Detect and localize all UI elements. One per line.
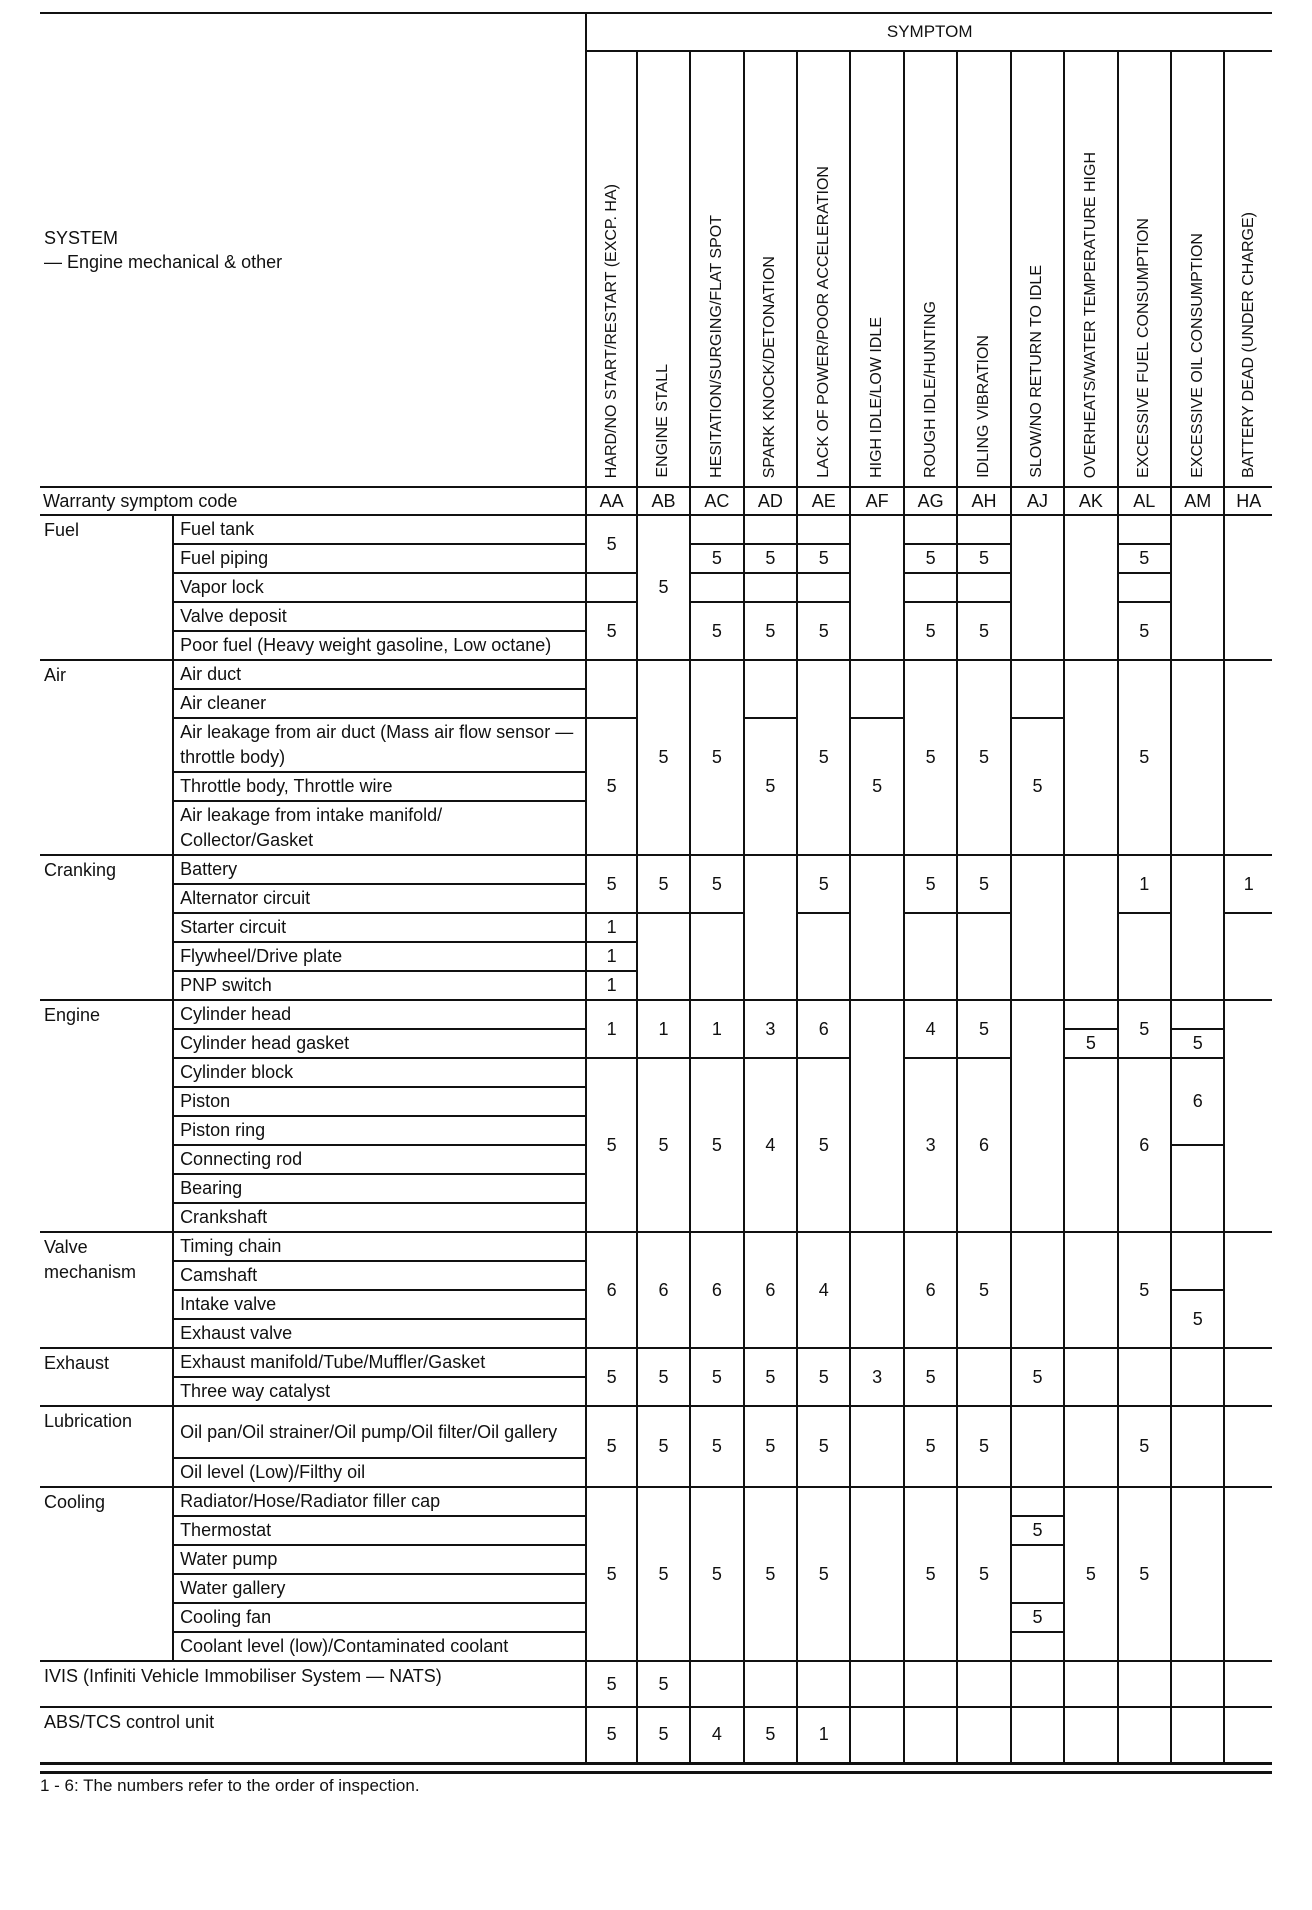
rating-cell: 3 <box>904 1058 957 1232</box>
rating-cell <box>1064 1232 1117 1348</box>
rating-cell: 5 <box>637 1661 690 1707</box>
rating-cell: 5 <box>797 1406 850 1487</box>
rating-cell <box>1224 1000 1272 1232</box>
rating-cell <box>1171 1661 1224 1707</box>
system-exhaust: Exhaust <box>40 1348 173 1406</box>
rating-cell <box>1064 1707 1117 1763</box>
symptom-name: HARD/NO START/RESTART (EXCP. HA) <box>602 183 620 478</box>
rating-cell <box>1118 913 1171 1000</box>
rating-cell <box>1118 1707 1171 1763</box>
symptom-code: AA <box>586 487 636 515</box>
component-air-leakage-manifold: Air leakage from intake manifold/ Collector/Gasket <box>173 801 586 855</box>
symptom-title: SYMPTOM <box>586 13 1272 51</box>
rating-cell <box>797 913 850 1000</box>
rating-cell: 5 <box>850 718 903 855</box>
rating-cell <box>1064 855 1117 1000</box>
rating-cell <box>850 1000 903 1232</box>
symptom-name: EXCESSIVE OIL CONSUMPTION <box>1188 233 1206 478</box>
symptom-name: OVERHEATS/WATER TEMPERATURE HIGH <box>1081 151 1099 478</box>
rating-cell: 4 <box>690 1707 743 1763</box>
symptom-header-ae <box>797 51 850 487</box>
rating-cell: 5 <box>957 855 1010 913</box>
symptom-header-af <box>850 51 903 487</box>
rating-cell: 5 <box>586 602 636 660</box>
rating-cell: 5 <box>586 1348 636 1406</box>
rating-cell: 4 <box>797 1232 850 1348</box>
system-title: SYSTEM <box>44 228 119 248</box>
rating-cell: 5 <box>957 544 1010 573</box>
rating-cell <box>1011 660 1064 718</box>
rating-cell: 1 <box>1118 855 1171 913</box>
rating-cell: 5 <box>637 1058 690 1232</box>
rating-cell <box>744 1661 797 1707</box>
component-fuel-piping: Fuel piping <box>173 544 586 573</box>
rating-cell <box>744 855 797 1000</box>
rating-cell <box>1224 1707 1272 1763</box>
rating-cell <box>957 1707 1010 1763</box>
rating-cell: 6 <box>690 1232 743 1348</box>
rating-cell: 5 <box>1118 1232 1171 1348</box>
rating-cell <box>1011 1632 1064 1661</box>
rating-cell: 5 <box>690 855 743 913</box>
component-thermostat: Thermostat <box>173 1516 586 1545</box>
rating-cell: 5 <box>797 544 850 573</box>
rating-cell: 5 <box>690 1406 743 1487</box>
rating-cell: 5 <box>637 660 690 855</box>
rating-cell: 1 <box>586 1000 636 1058</box>
component-cylinder-head-gasket: Cylinder head gasket <box>173 1029 586 1058</box>
component-cylinder-block: Cylinder block <box>173 1058 586 1087</box>
rating-cell: 5 <box>637 1348 690 1406</box>
rating-cell <box>1224 1487 1272 1661</box>
rating-cell <box>797 1661 850 1707</box>
component-battery: Battery <box>173 855 586 884</box>
rating-cell: 6 <box>586 1232 636 1348</box>
rating-cell <box>797 515 850 544</box>
rating-cell: 5 <box>904 855 957 913</box>
rating-cell: 5 <box>904 1487 957 1661</box>
rating-cell: 5 <box>637 855 690 913</box>
rating-cell: 5 <box>1011 718 1064 855</box>
rating-cell <box>1011 515 1064 660</box>
rating-cell: 6 <box>637 1232 690 1348</box>
rating-cell: 5 <box>904 660 957 855</box>
rating-cell <box>850 1232 903 1348</box>
rating-cell <box>957 573 1010 602</box>
rating-cell: 5 <box>637 515 690 660</box>
rating-cell <box>1171 855 1224 1000</box>
system-ivis: IVIS (Infiniti Vehicle Immobiliser System — NATS) <box>40 1661 586 1707</box>
system-engine: Engine <box>40 1000 173 1232</box>
rating-cell <box>1224 1348 1272 1406</box>
rating-cell: 5 <box>797 602 850 660</box>
rating-cell: 5 <box>957 602 1010 660</box>
symptom-name: EXCESSIVE FUEL CONSUMPTION <box>1135 218 1153 478</box>
rating-cell: 5 <box>586 1661 636 1707</box>
rating-cell <box>957 1348 1010 1406</box>
symptom-name: IDLING VIBRATION <box>975 335 993 478</box>
rating-cell: 5 <box>957 660 1010 855</box>
rating-cell <box>586 660 636 718</box>
component-oil-pan: Oil pan/Oil strainer/Oil pump/Oil filter/Oil gallery <box>173 1406 586 1458</box>
component-air-leakage-duct: Air leakage from air duct (Mass air flow sensor — throttle body) <box>173 718 586 772</box>
rating-cell: 3 <box>850 1348 903 1406</box>
rating-cell <box>850 660 903 718</box>
symptom-name: ENGINE STALL <box>654 364 672 478</box>
rating-cell <box>1064 515 1117 660</box>
rating-cell <box>850 1707 903 1763</box>
rating-cell: 5 <box>586 718 636 855</box>
rating-cell: 5 <box>1011 1516 1064 1545</box>
rating-cell: 5 <box>637 1707 690 1763</box>
rating-cell <box>904 913 957 1000</box>
rating-cell: 5 <box>637 1487 690 1661</box>
rating-cell <box>1118 573 1171 602</box>
rating-cell: 6 <box>1118 1058 1171 1232</box>
symptom-name: SPARK KNOCK/DETONATION <box>761 255 779 478</box>
rating-cell <box>1011 1000 1064 1232</box>
rating-cell <box>850 855 903 1000</box>
rating-cell <box>904 1707 957 1763</box>
rating-cell: 5 <box>690 544 743 573</box>
component-intake-valve: Intake valve <box>173 1290 586 1319</box>
component-air-duct: Air duct <box>173 660 586 689</box>
symptom-header-ad <box>744 51 797 487</box>
symptom-name: BATTERY DEAD (UNDER CHARGE) <box>1239 212 1257 478</box>
rating-cell: 5 <box>1118 1000 1171 1058</box>
rating-cell: 5 <box>957 1232 1010 1348</box>
rating-cell: 5 <box>904 1406 957 1487</box>
rating-cell: 5 <box>744 544 797 573</box>
rating-cell <box>1118 1661 1171 1707</box>
rating-cell: 5 <box>744 1707 797 1763</box>
rating-cell <box>1224 913 1272 1000</box>
rating-cell: 6 <box>744 1232 797 1348</box>
rating-cell: 5 <box>1118 1487 1171 1661</box>
component-air-cleaner: Air cleaner <box>173 689 586 718</box>
rating-cell <box>1224 1406 1272 1487</box>
symptom-code: AD <box>744 487 797 515</box>
rating-cell: 5 <box>744 1406 797 1487</box>
rating-cell <box>797 573 850 602</box>
rating-cell <box>1064 1000 1117 1029</box>
rating-cell <box>690 913 743 1000</box>
rating-cell <box>1011 1406 1064 1487</box>
component-poor-fuel: Poor fuel (Heavy weight gasoline, Low octane) <box>173 631 586 660</box>
code-row-label: Warranty symptom code <box>40 487 586 515</box>
symptom-header-aa <box>586 51 636 487</box>
symptom-header-ag <box>904 51 957 487</box>
rating-cell: 5 <box>797 855 850 913</box>
rating-cell <box>1011 1487 1064 1516</box>
rating-cell: 5 <box>744 718 797 855</box>
rating-cell: 1 <box>586 913 636 942</box>
rating-cell <box>850 1487 903 1661</box>
rating-cell: 6 <box>957 1058 1010 1232</box>
rating-cell <box>1224 660 1272 855</box>
rating-cell <box>1224 1661 1272 1707</box>
rating-cell: 5 <box>1011 1603 1064 1632</box>
rating-cell: 5 <box>690 602 743 660</box>
symptom-header-ab <box>637 51 690 487</box>
rating-cell <box>1064 660 1117 855</box>
component-piston: Piston <box>173 1087 586 1116</box>
rating-cell: 4 <box>744 1058 797 1232</box>
system-valve-mechanism: Valve mechanism <box>40 1232 173 1348</box>
rating-cell <box>637 913 690 1000</box>
system-fuel: Fuel <box>40 515 173 660</box>
rating-cell: 5 <box>690 1487 743 1661</box>
component-radiator: Radiator/Hose/Radiator filler cap <box>173 1487 586 1516</box>
component-valve-deposit: Valve deposit <box>173 602 586 631</box>
rating-cell <box>1118 1348 1171 1406</box>
rating-cell: 5 <box>586 855 636 913</box>
symptom-matrix-table <box>40 12 1272 1765</box>
rating-cell: 1 <box>797 1707 850 1763</box>
rating-cell: 5 <box>744 602 797 660</box>
component-alternator-circuit: Alternator circuit <box>173 884 586 913</box>
symptom-code: AM <box>1171 487 1224 515</box>
rating-cell <box>1064 1661 1117 1707</box>
rating-cell: 5 <box>586 515 636 573</box>
rating-cell <box>1064 1406 1117 1487</box>
rating-cell: 6 <box>1171 1058 1224 1145</box>
symptom-header-ak <box>1064 51 1117 487</box>
rating-cell: 6 <box>797 1000 850 1058</box>
component-exhaust-valve: Exhaust valve <box>173 1319 586 1348</box>
rating-cell <box>957 1661 1010 1707</box>
component-water-gallery: Water gallery <box>173 1574 586 1603</box>
symptom-code: AK <box>1064 487 1117 515</box>
rating-cell <box>1171 1232 1224 1290</box>
component-fuel-tank: Fuel tank <box>173 515 586 544</box>
rating-cell: 5 <box>1171 1290 1224 1348</box>
rating-cell <box>690 573 743 602</box>
rating-cell: 5 <box>1118 1406 1171 1487</box>
rating-cell: 5 <box>744 1348 797 1406</box>
rating-cell <box>850 515 903 660</box>
symptom-code: AH <box>957 487 1010 515</box>
component-water-pump: Water pump <box>173 1545 586 1574</box>
rating-cell: 5 <box>637 1406 690 1487</box>
component-pnp-switch: PNP switch <box>173 971 586 1000</box>
rating-cell: 5 <box>797 1487 850 1661</box>
rating-cell: 1 <box>1224 855 1272 913</box>
rating-cell <box>1171 1000 1224 1029</box>
component-connecting-rod: Connecting rod <box>173 1145 586 1174</box>
component-timing-chain: Timing chain <box>173 1232 586 1261</box>
rating-cell: 5 <box>586 1406 636 1487</box>
symptom-header-ah <box>957 51 1010 487</box>
rating-cell <box>744 515 797 544</box>
rating-cell <box>744 660 797 718</box>
system-subtitle: — Engine mechanical & other <box>44 252 283 272</box>
rating-cell: 5 <box>904 544 957 573</box>
symptom-code: AJ <box>1011 487 1064 515</box>
rating-cell: 5 <box>586 1487 636 1661</box>
rating-cell: 5 <box>1064 1487 1117 1661</box>
symptom-header-ha <box>1224 51 1272 487</box>
symptom-code: AE <box>797 487 850 515</box>
symptom-name: ROUGH IDLE/HUNTING <box>921 301 939 478</box>
rating-cell: 5 <box>797 1348 850 1406</box>
rating-cell: 4 <box>904 1000 957 1058</box>
rating-cell <box>1064 1058 1117 1232</box>
rating-cell <box>1011 1707 1064 1763</box>
rating-cell: 1 <box>586 942 636 971</box>
system-lubrication: Lubrication <box>40 1406 173 1487</box>
rating-cell <box>690 515 743 544</box>
rating-cell: 5 <box>904 602 957 660</box>
rating-cell: 5 <box>1171 1029 1224 1058</box>
rating-cell: 5 <box>586 1058 636 1232</box>
rating-cell: 5 <box>744 1487 797 1661</box>
rating-cell: 1 <box>586 971 636 1000</box>
rating-cell: 3 <box>744 1000 797 1058</box>
rating-cell <box>1011 1661 1064 1707</box>
rating-cell <box>1171 1487 1224 1661</box>
component-flywheel: Flywheel/Drive plate <box>173 942 586 971</box>
symptom-name: HESITATION/SURGING/FLAT SPOT <box>707 215 725 478</box>
rating-cell: 5 <box>690 1348 743 1406</box>
symptom-header-am <box>1171 51 1224 487</box>
component-cooling-fan: Cooling fan <box>173 1603 586 1632</box>
rating-cell <box>850 1406 903 1487</box>
rating-cell: 5 <box>1118 544 1171 573</box>
component-three-way-catalyst: Three way catalyst <box>173 1377 586 1406</box>
diagnostic-matrix <box>40 12 1272 1796</box>
component-vapor-lock: Vapor lock <box>173 573 586 602</box>
symptom-code-row <box>40 487 1272 515</box>
rating-cell <box>1118 515 1171 544</box>
rating-cell: 5 <box>1118 660 1171 855</box>
rating-cell: 5 <box>904 1348 957 1406</box>
component-cylinder-head: Cylinder head <box>173 1000 586 1029</box>
rating-cell <box>957 515 1010 544</box>
rating-cell <box>1224 515 1272 660</box>
rating-cell: 5 <box>1064 1029 1117 1058</box>
rating-cell <box>1171 1348 1224 1406</box>
rating-cell <box>1171 660 1224 855</box>
component-piston-ring: Piston ring <box>173 1116 586 1145</box>
rating-cell: 5 <box>690 660 743 855</box>
rating-cell <box>1171 1707 1224 1763</box>
component-bearing: Bearing <box>173 1174 586 1203</box>
rating-cell <box>904 573 957 602</box>
symptom-header-aj <box>1011 51 1064 487</box>
rating-cell <box>1171 515 1224 660</box>
system-cooling: Cooling <box>40 1487 173 1661</box>
rating-cell: 5 <box>690 1058 743 1232</box>
rating-cell: 5 <box>586 1707 636 1763</box>
symptom-code: HA <box>1224 487 1272 515</box>
rating-cell: 5 <box>797 660 850 855</box>
system-abs-tcs: ABS/TCS control unit <box>40 1707 586 1763</box>
symptom-code: AC <box>690 487 743 515</box>
component-exhaust-manifold: Exhaust manifold/Tube/Muffler/Gasket <box>173 1348 586 1377</box>
rating-cell: 5 <box>1118 602 1171 660</box>
component-throttle-body: Throttle body, Throttle wire <box>173 772 586 801</box>
rating-cell: 6 <box>904 1232 957 1348</box>
component-crankshaft: Crankshaft <box>173 1203 586 1232</box>
symptom-name: LACK OF POWER/POOR ACCELERATION <box>814 166 832 478</box>
rating-cell: 5 <box>957 1000 1010 1058</box>
rating-cell <box>904 1661 957 1707</box>
rating-cell <box>1064 1348 1117 1406</box>
symptom-code: AB <box>637 487 690 515</box>
rating-cell <box>1011 855 1064 1000</box>
rating-cell <box>690 1661 743 1707</box>
rating-cell <box>744 573 797 602</box>
symptom-name: SLOW/NO RETURN TO IDLE <box>1028 265 1046 478</box>
symptom-header-al <box>1118 51 1171 487</box>
symptom-code: AG <box>904 487 957 515</box>
system-header <box>40 13 586 487</box>
footnote: 1 - 6: The numbers refer to the order of inspection. <box>40 1771 1272 1796</box>
rating-cell <box>586 573 636 602</box>
rating-cell <box>904 515 957 544</box>
rating-cell <box>850 1661 903 1707</box>
rating-cell: 5 <box>957 1487 1010 1661</box>
system-air: Air <box>40 660 173 855</box>
rating-cell <box>1011 1545 1064 1603</box>
symptom-header-ac <box>690 51 743 487</box>
rating-cell: 5 <box>1011 1348 1064 1406</box>
rating-cell: 5 <box>797 1058 850 1232</box>
symptom-code: AL <box>1118 487 1171 515</box>
component-oil-level: Oil level (Low)/Filthy oil <box>173 1458 586 1487</box>
component-starter-circuit: Starter circuit <box>173 913 586 942</box>
rating-cell <box>1011 1232 1064 1348</box>
rating-cell <box>1224 1232 1272 1348</box>
symptom-code: AF <box>850 487 903 515</box>
component-camshaft: Camshaft <box>173 1261 586 1290</box>
rating-cell: 1 <box>637 1000 690 1058</box>
component-coolant-level: Coolant level (low)/Contaminated coolant <box>173 1632 586 1661</box>
rating-cell <box>1171 1145 1224 1232</box>
rating-cell <box>957 913 1010 1000</box>
rating-cell: 5 <box>957 1406 1010 1487</box>
rating-cell: 1 <box>690 1000 743 1058</box>
rating-cell <box>1171 1406 1224 1487</box>
system-cranking: Cranking <box>40 855 173 1000</box>
symptom-name: HIGH IDLE/LOW IDLE <box>868 317 886 478</box>
